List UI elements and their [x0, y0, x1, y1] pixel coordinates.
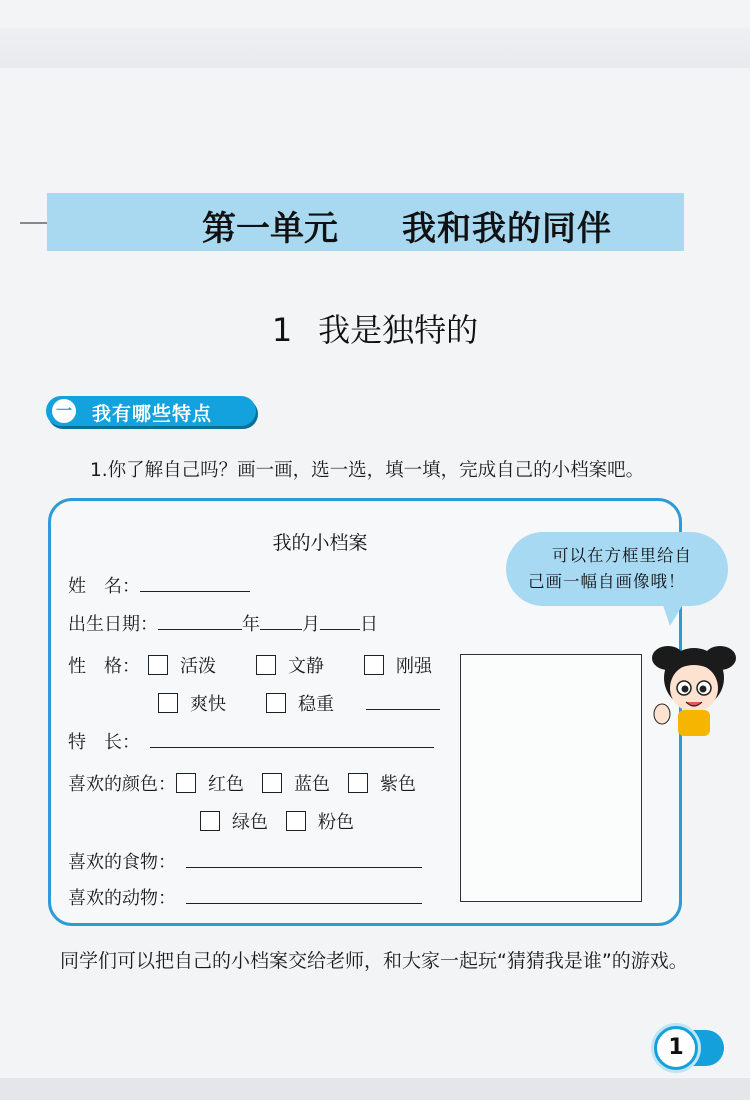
skill-field[interactable] [150, 729, 434, 748]
checkbox[interactable] [200, 811, 220, 831]
unit-number: 第一单元 [202, 209, 338, 249]
option-label: 绿色 [232, 812, 268, 833]
unit-title: 我和我的同伴 [402, 209, 612, 249]
birth-month-field[interactable] [260, 611, 302, 630]
color-row [68, 770, 416, 796]
year-label: 年 [242, 614, 260, 635]
checkbox[interactable] [262, 773, 282, 793]
checkbox[interactable] [158, 693, 178, 713]
personality-other-field[interactable] [366, 691, 440, 710]
personality-label: 性 格： [68, 656, 140, 677]
closing-paragraph: 同学们可以把自己的小档案交给老师，和大家一起玩“猜猜我是谁”的游戏。 [60, 950, 688, 972]
header-strip [0, 28, 750, 68]
girl-illustration [648, 630, 740, 740]
skill-row [68, 728, 434, 754]
name-label: 姓 名： [68, 576, 140, 597]
section-marker: 一 [52, 399, 76, 423]
option-green[interactable] [200, 808, 268, 834]
month-label: 月 [302, 614, 320, 635]
color-row-2 [200, 808, 354, 834]
food-row [68, 848, 422, 874]
option-lively[interactable] [148, 652, 216, 678]
speech-bubble [506, 532, 728, 606]
option-red[interactable] [176, 770, 244, 796]
option-pink[interactable] [286, 808, 354, 834]
food-label: 喜欢的食物： [68, 852, 176, 873]
unit-banner [47, 193, 684, 251]
lesson-title [0, 305, 750, 351]
profile-title: 我的小档案 [272, 532, 368, 554]
personality-row-2 [158, 690, 440, 716]
option-label: 稳重 [298, 694, 334, 715]
bubble-line-2: 己画一幅自画像哦！ [528, 572, 686, 591]
question-text: 1.你了解自己吗？画一画，选一选，填一填，完成自己的小档案吧。 [90, 460, 645, 481]
section-heading [46, 396, 256, 426]
checkbox[interactable] [256, 655, 276, 675]
bubble-line-1: 可以在方框里给自 [552, 546, 692, 565]
checkbox[interactable] [348, 773, 368, 793]
option-quiet[interactable] [256, 652, 324, 678]
speech-bubble-tail [660, 596, 688, 626]
option-steady[interactable] [266, 690, 334, 716]
option-label: 爽快 [190, 694, 226, 715]
option-blue[interactable] [262, 770, 330, 796]
option-label: 文静 [288, 656, 324, 677]
option-label: 蓝色 [294, 774, 330, 795]
color-label: 喜欢的颜色： [68, 774, 176, 795]
waving-hand [654, 704, 670, 724]
decorative-line [20, 222, 50, 224]
option-label: 红色 [208, 774, 244, 795]
birth-day-field[interactable] [320, 611, 360, 630]
option-frank[interactable] [158, 690, 226, 716]
animal-label: 喜欢的动物： [68, 888, 176, 909]
pupil-right [700, 686, 707, 693]
checkbox[interactable] [364, 655, 384, 675]
day-label: 日 [360, 614, 378, 635]
option-strong[interactable] [364, 652, 432, 678]
lesson-title-text: 我是独特的 [318, 311, 479, 349]
animal-row [68, 884, 422, 910]
option-label: 紫色 [380, 774, 416, 795]
birth-year-field[interactable] [158, 611, 242, 630]
checkbox[interactable] [286, 811, 306, 831]
skill-label: 特 长： [68, 732, 140, 753]
food-field[interactable] [186, 849, 422, 868]
option-label: 活泼 [180, 656, 216, 677]
option-purple[interactable] [348, 770, 416, 796]
personality-row [68, 652, 432, 678]
option-label: 粉色 [318, 812, 354, 833]
shirt [678, 710, 710, 736]
birthdate-label: 出生日期： [68, 614, 158, 635]
birthdate-row [68, 610, 378, 636]
checkbox[interactable] [176, 773, 196, 793]
section-label: 我有哪些特点 [92, 403, 213, 425]
pupil-left [682, 686, 689, 693]
lesson-number: 1 [271, 311, 293, 349]
name-row [68, 572, 250, 598]
checkbox[interactable] [148, 655, 168, 675]
name-field[interactable] [140, 573, 250, 592]
animal-field[interactable] [186, 885, 422, 904]
checkbox[interactable] [266, 693, 286, 713]
bottom-strip [0, 1078, 750, 1100]
option-label: 刚强 [396, 656, 432, 677]
page-number: 1 [654, 1026, 698, 1070]
self-portrait-frame[interactable] [460, 654, 642, 902]
